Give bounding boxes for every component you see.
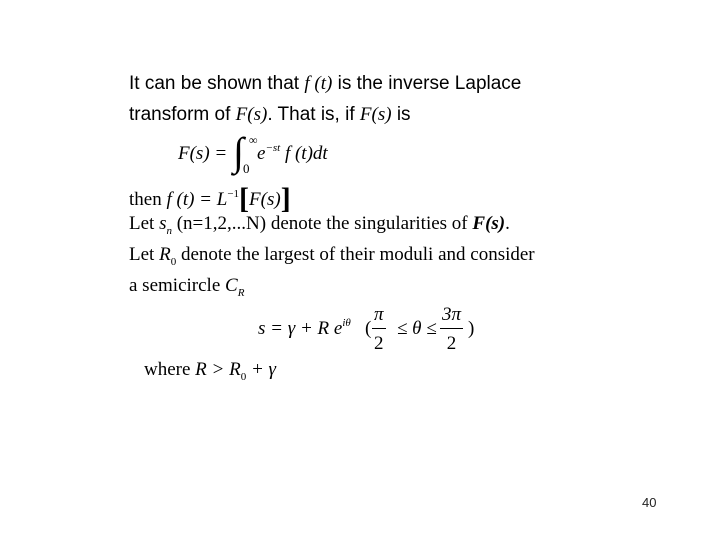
n-subscript: n	[166, 225, 172, 237]
line2-suffix: is	[391, 104, 411, 125]
fraction-pi-over-2	[372, 304, 386, 355]
text-line-transform	[129, 105, 411, 124]
Fs-bold: F(s)	[472, 213, 506, 234]
eq2-exponent: iθ	[342, 317, 351, 329]
C-subscript-R: R	[237, 287, 245, 299]
text-line-inverse-laplace	[129, 74, 521, 93]
integrand-exponent: −st	[265, 142, 281, 154]
R-symbol: R	[159, 244, 171, 265]
eq2-lhs: s = γ + R e	[258, 318, 343, 339]
eq1-lhs: F(s) =	[178, 143, 228, 164]
fraction2-numerator: 3π	[440, 304, 463, 329]
line2-prefix: transform of	[129, 104, 236, 125]
sing-suffix: .	[505, 213, 510, 234]
inverse-inner: F(s)	[249, 189, 281, 210]
line2-middle: . That is, if	[267, 104, 360, 125]
text-line-where	[144, 359, 277, 383]
text-line-then	[129, 181, 291, 215]
integrand-rest: f (t)dt	[280, 143, 328, 164]
r0-prefix: Let	[129, 244, 160, 265]
integral-lower-limit: 0	[243, 161, 250, 176]
C-symbol: C	[225, 275, 238, 296]
fraction1-numerator: π	[372, 304, 386, 329]
fraction1-denominator: 2	[374, 333, 384, 354]
inverse-exponent: −1	[227, 188, 240, 200]
ft-symbol: f (t)	[304, 73, 333, 94]
equation-laplace-transform	[178, 144, 227, 163]
where-expression: R > R	[195, 359, 241, 380]
text-line-moduli	[129, 244, 535, 268]
where-subscript-zero: 0	[240, 371, 247, 383]
R-subscript-zero: 0	[170, 256, 177, 268]
s-symbol: s	[159, 213, 167, 234]
integral-sign: ∫	[233, 129, 244, 174]
right-bracket: ]	[280, 182, 291, 215]
line1-prefix: It can be shown that	[129, 73, 305, 94]
fraction2-denominator: 2	[446, 333, 457, 354]
semi-prefix: a semicircle	[129, 275, 226, 296]
eq2-inequality: ≤ θ ≤	[397, 318, 437, 339]
integrand-e: e	[257, 143, 266, 164]
line1-suffix: is the inverse Laplace	[332, 73, 522, 94]
left-bracket: [	[239, 182, 250, 215]
sing-middle: (n=1,2,...N) denote the singularities of	[171, 213, 473, 234]
text-line-semicircle	[129, 275, 245, 299]
inverse-laplace-lhs: f (t) = L	[166, 189, 228, 210]
fraction-3pi-over-2	[440, 304, 463, 355]
Fs-symbol-2: F(s)	[359, 104, 392, 125]
where-suffix: + γ	[246, 359, 277, 380]
page-number: 40	[642, 495, 657, 510]
then-prefix: then	[129, 189, 167, 210]
equation-semicircle	[258, 319, 351, 338]
eq2-open-paren: (	[365, 318, 372, 339]
eq2-close-paren: )	[468, 318, 475, 339]
integral-upper-limit: ∞	[249, 133, 258, 147]
Fs-symbol: F(s)	[235, 104, 268, 125]
text-line-singularities	[129, 213, 510, 237]
where-prefix: where	[144, 359, 196, 380]
integrand	[257, 144, 328, 163]
sing-prefix: Let	[129, 213, 160, 234]
r0-suffix: denote the largest of their moduli and consider	[176, 244, 535, 265]
